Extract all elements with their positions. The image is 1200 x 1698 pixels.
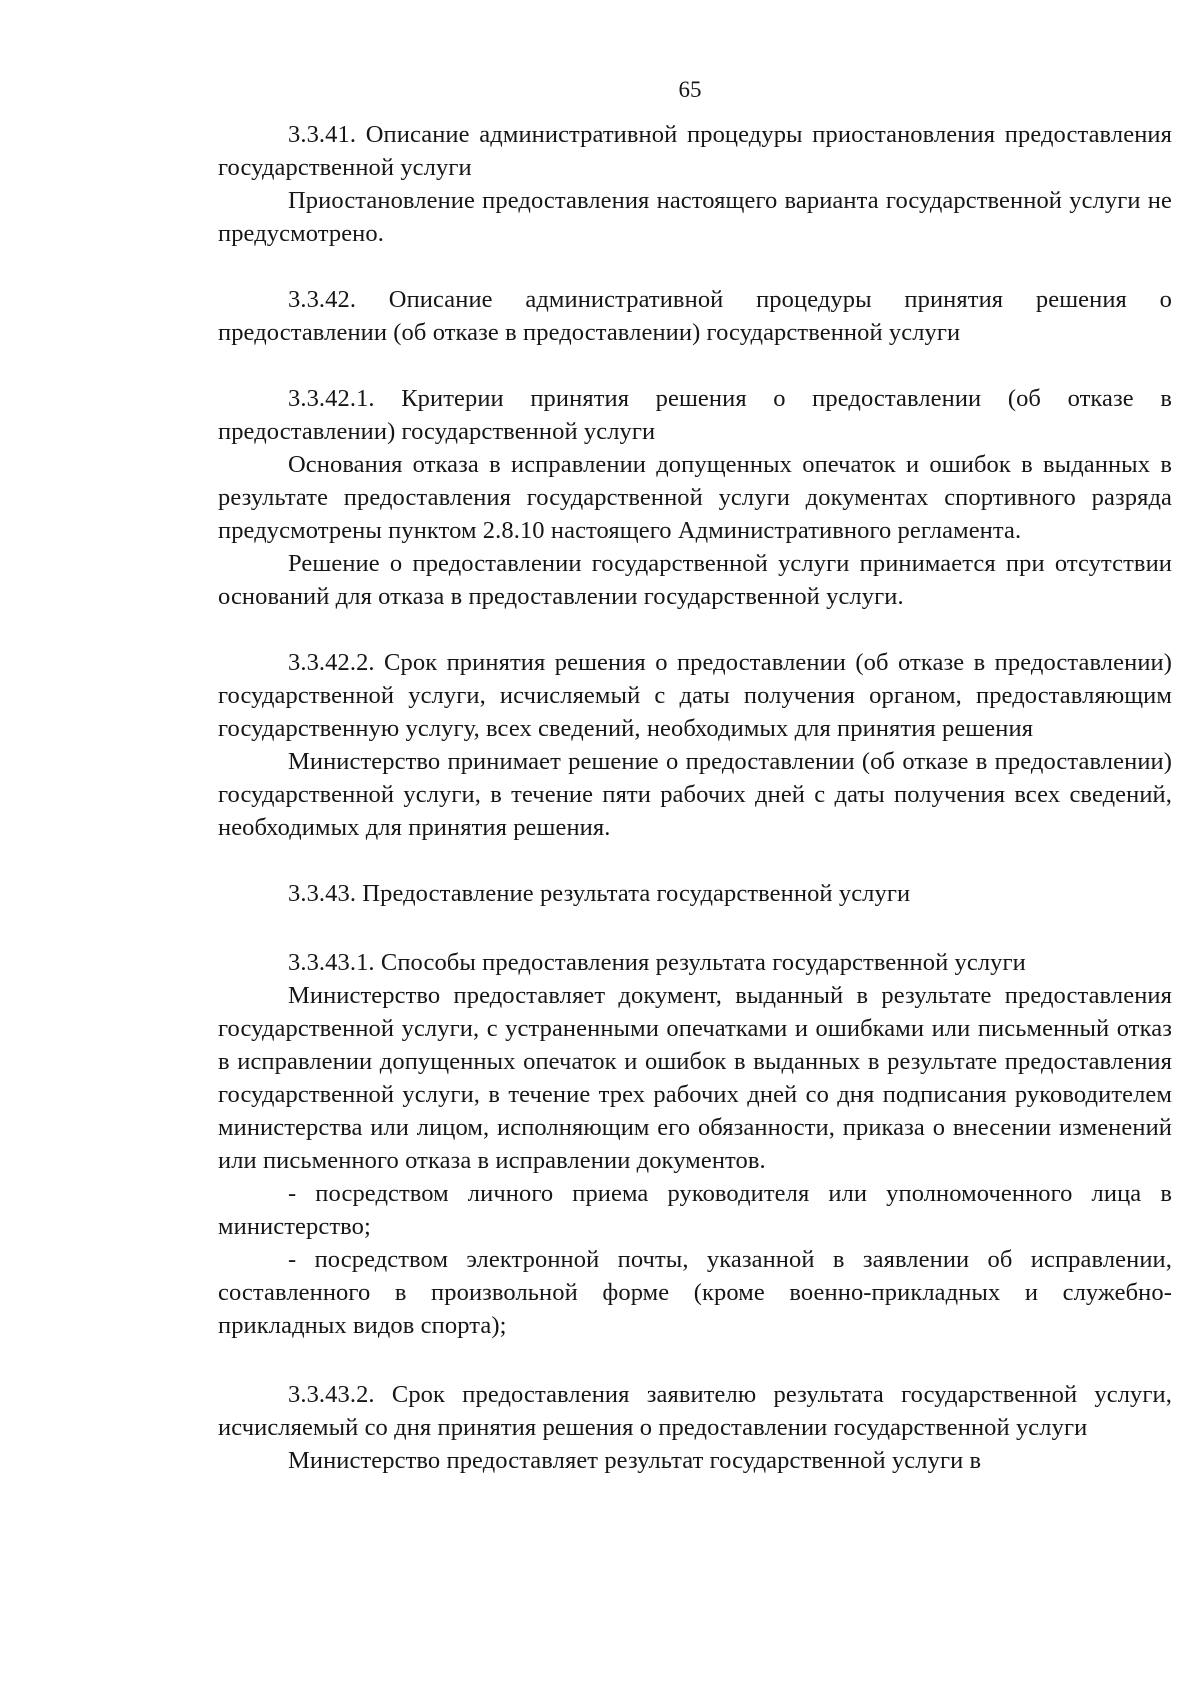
section-heading-3-3-42: 3.3.42. Описание административной процедуры принятия решения о предоставлении (об отказе в предоставлении) государственной услуги (218, 286, 1172, 346)
document-body (218, 118, 1172, 1477)
section-heading-3-3-43: 3.3.43. Предоставление результата государственной услуги (288, 880, 911, 907)
paragraph: Приостановление предоставления настоящего варианта государственной услуги не предусмотрено. (218, 187, 1172, 247)
section-heading-3-3-43-2: 3.3.43.2. Срок предоставления заявителю результата государственной услуги, исчисляемый со дня принятия решения о предоставлении государственной услуги (218, 1381, 1172, 1441)
list-item: - посредством личного приема руководителя или уполномоченного лица в министерство; (218, 1180, 1172, 1240)
paragraph: Министерство принимает решение о предоставлении (об отказе в предоставлении) государственной услуги, в течение пяти рабочих дней с даты получения всех сведений, необходимых для принятия решения. (218, 748, 1172, 841)
list-item: - посредством электронной почты, указанной в заявлении об исправлении, составленного в произвольной форме (кроме военно-прикладных и служебно-прикладных видов спорта); (218, 1246, 1172, 1339)
paragraph: Министерство предоставляет документ, выданный в результате предоставления государственной услуги, с устраненными опечатками и ошибками или письменный отказ в исправлении допущенных опечаток и ошибок в выданных в результате предоставления государственной услуги, в течение трех рабочих дней со дня подписания руководителем министерства или лицом, исполняющим его обязанности, приказа о внесении изменений или письменного отказа в исправлении документов. (218, 982, 1172, 1174)
section-heading-3-3-43-1: 3.3.43.1. Способы предоставления результата государственной услуги (288, 949, 1026, 976)
spacer (218, 349, 1172, 382)
spacer (218, 910, 1172, 946)
paragraph: Основания отказа в исправлении допущенных опечаток и ошибок в выданных в результате предоставления государственной услуги документах спортивного разряда предусмотрены пунктом 2.8.10 настоящего Административного регламента. (218, 451, 1172, 544)
page-number: 65 (678, 77, 702, 102)
paragraph: Министерство предоставляет результат государственной услуги в (288, 1447, 982, 1474)
spacer (218, 250, 1172, 283)
spacer (218, 844, 1172, 877)
section-heading-3-3-42-2: 3.3.42.2. Срок принятия решения о предоставлении (об отказе в предоставлении) государственной услуги, исчисляемый с даты получения органом, предоставляющим государственную услугу, всех сведений, необходимых для принятия решения (218, 649, 1172, 742)
section-heading-3-3-41: 3.3.41. Описание административной процедуры приостановления предоставления государственной услуги (218, 121, 1172, 181)
spacer (218, 613, 1172, 646)
paragraph: Решение о предоставлении государственной услуги принимается при отсутствии оснований для отказа в предоставлении государственной услуги. (218, 550, 1172, 610)
spacer (218, 1342, 1172, 1378)
section-heading-3-3-42-1: 3.3.42.1. Критерии принятия решения о предоставлении (об отказе в предоставлении) государственной услуги (218, 385, 1172, 445)
